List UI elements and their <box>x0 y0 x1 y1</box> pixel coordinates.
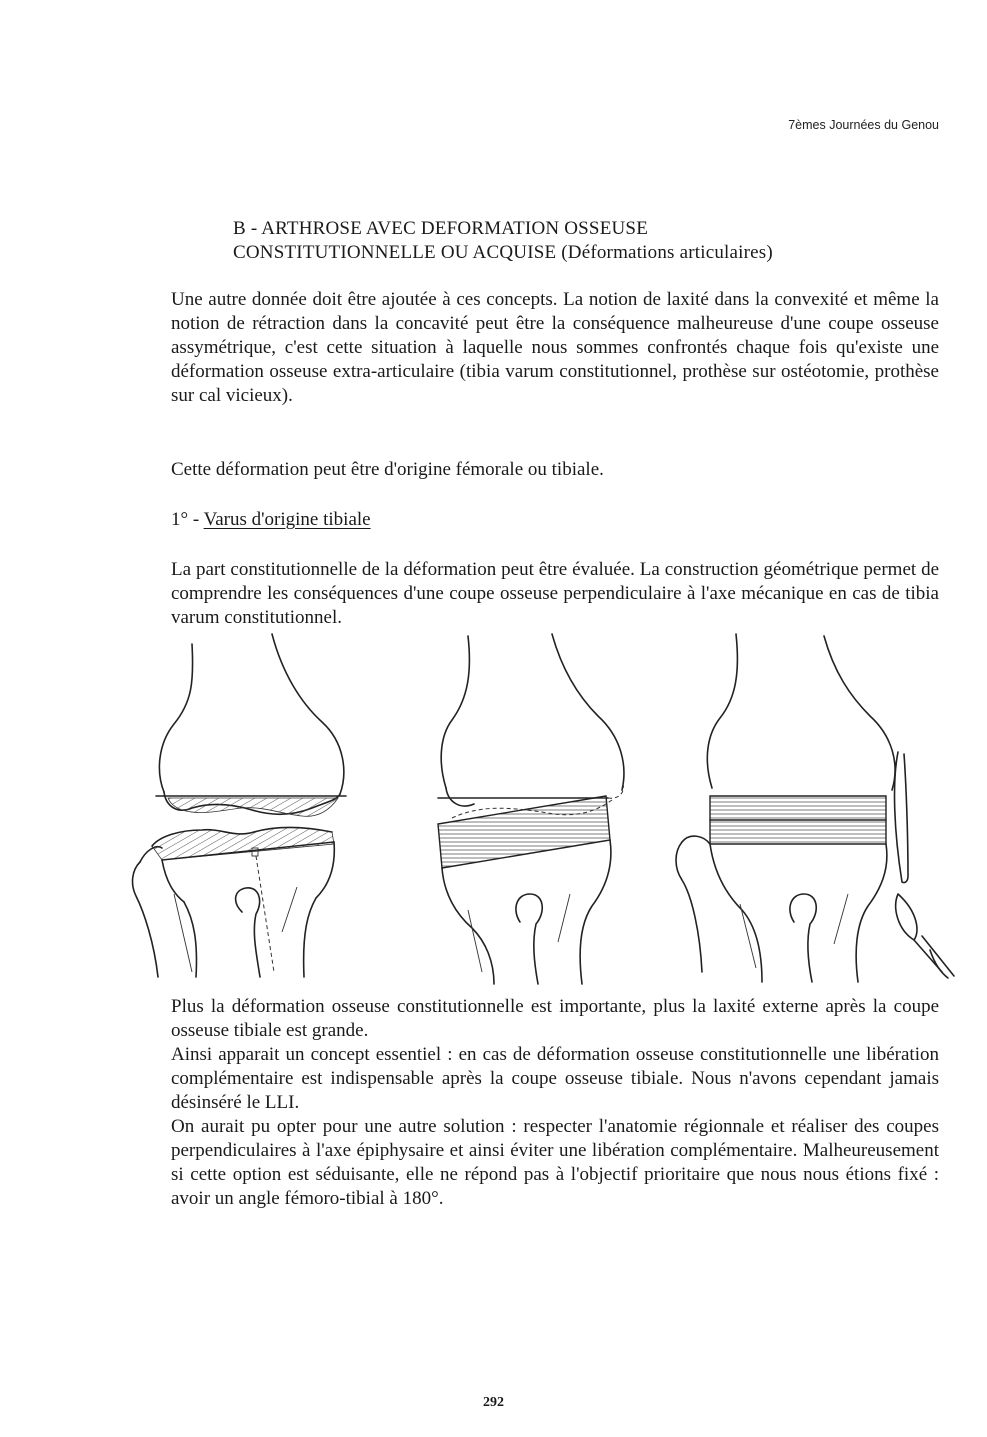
section-title-line-1: B - ARTHROSE AVEC DEFORMATION OSSEUSE <box>233 218 648 239</box>
knee-varus-diagram <box>133 634 346 977</box>
paragraph-deformation-origin: Cette déformation peut être d'origine fémorale ou tibiale. <box>171 459 604 480</box>
paragraph-conclusion-part-2: Ainsi apparait un concept essentiel : en cas de déformation osseuse constitutionnelle une libération complémentaire est indispensable après la coupe osseuse tibiale. Nous n'avons cependant jamais désinséré le LLI. <box>171 1044 939 1113</box>
subheading-number: 1° - <box>171 509 204 530</box>
paragraph-conclusion-part-1: Plus la déformation osseuse constitutionnelle est importante, plus la laxité externe après la coupe osseuse tibiale est grande. <box>171 996 939 1041</box>
paragraph-conclusion-part-3: On aurait pu opter pour une autre solution : respecter l'anatomie régionnale et réaliser des coupes perpendiculaires à l'axe épiphysaire et ainsi éviter une libération complémentaire. Malheureusement si cette option est séduisante, elle ne répond pas à l'objectif prioritaire que nous nous étions fixé : avoir un angle fémoro-tibial à 180°. <box>171 1116 939 1209</box>
section-title-line-2: CONSTITUTIONNELLE OU ACQUISE (Déformations articulaires) <box>233 242 773 263</box>
paragraph-laxity-concepts: Une autre donnée doit être ajoutée à ces concepts. La notion de laxité dans la convexité et même la notion de rétraction dans la concavité peut être la conséquence malheureuse d'une coupe osseuse assymétrique, c'est cette situation à laquelle nous sommes confrontés chaque fois qu'existe une déformation osseuse extra-articulaire (tibia varum constitutionnel, prothèse sur ostéotomie, prothèse sur cal vicieux). <box>171 289 939 406</box>
knee-tibial-cut-diagram <box>438 634 624 984</box>
subheading-text: Varus d'origine tibiale <box>203 509 371 530</box>
page-number: 292 <box>483 1395 504 1410</box>
knee-figure <box>122 632 964 992</box>
knee-balanced-diagram <box>676 634 954 982</box>
running-header: 7èmes Journées du Genou <box>788 118 939 132</box>
subheading-varus-tibial <box>171 508 371 532</box>
knee-diagrams-svg <box>122 632 964 992</box>
paragraph-conclusion <box>171 995 939 1211</box>
section-title <box>233 217 773 265</box>
paragraph-geometric-construction: La part constitutionnelle de la déformation peut être évaluée. La construction géométrique permet de comprendre les conséquences d'une coupe osseuse perpendiculaire à l'axe mécanique en cas de tibia varum constitutionnel. <box>171 559 939 628</box>
